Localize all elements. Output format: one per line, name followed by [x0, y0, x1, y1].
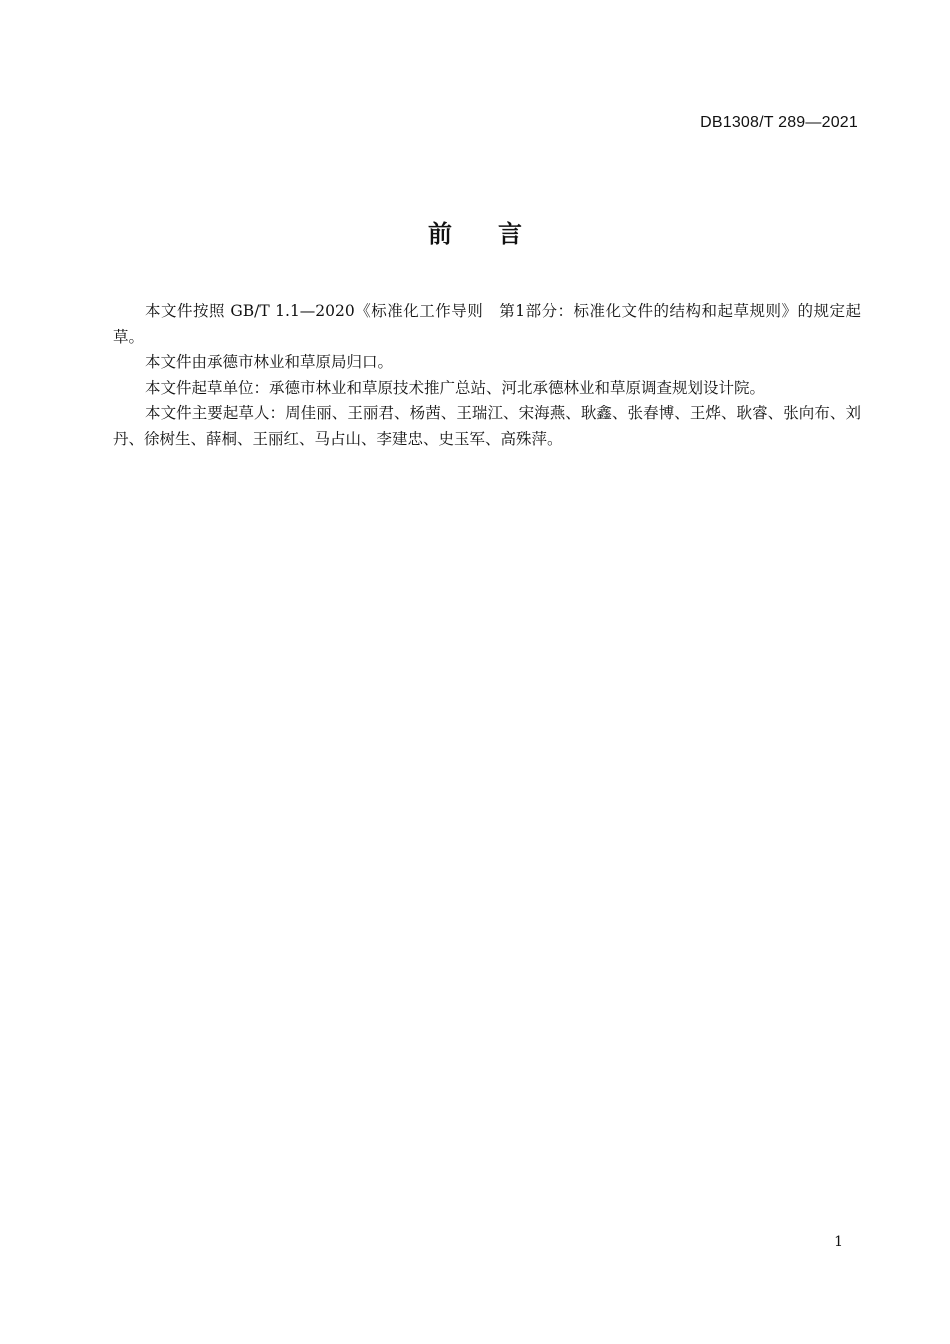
paragraph-drafting-units: 本文件起草单位：承德市林业和草原技术推广总站、河北承德林业和草原调查规划设计院。: [145, 378, 766, 397]
page-title: 前言: [428, 220, 568, 248]
paragraph-responsible-unit: 本文件由承德市林业和草原局归口。: [145, 353, 394, 371]
paragraph-drafting-rules: 本文件按照 GB/T 1.1—2020《标准化工作导则 第1部分：标准化文件的结构和起草规则》的规定起草。: [113, 302, 861, 346]
foreword-body: [113, 299, 861, 452]
page-number: 1: [834, 1234, 843, 1250]
paragraph-drafters: 本文件主要起草人：周佳丽、王丽君、杨茜、王瑞江、宋海燕、耿鑫、张春博、王烨、耿睿、张向布、刘丹、徐树生、薛桐、王丽红、马占山、李建忠、史玉军、高殊萍。: [113, 404, 861, 448]
document-code: DB1308/T 289—2021: [700, 114, 858, 131]
